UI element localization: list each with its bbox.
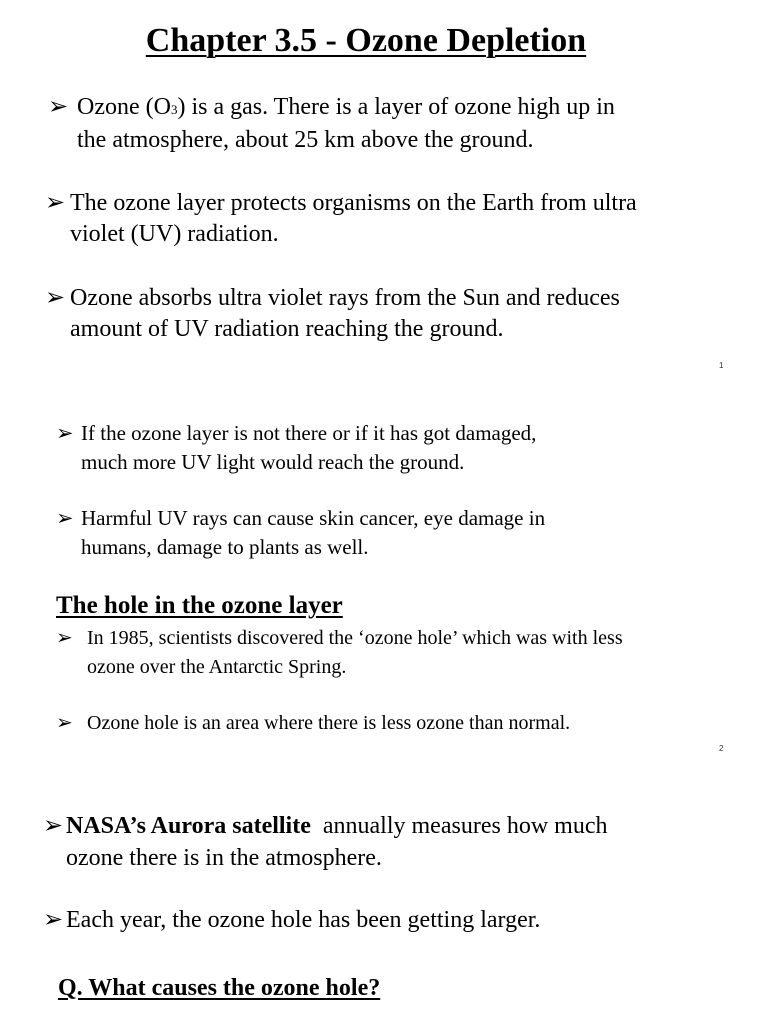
bullet-text	[77, 92, 615, 156]
bullet-text-part: Ozone (O	[77, 94, 171, 120]
bullet-hole-growing	[43, 904, 540, 936]
bullet-ozone-absorbs	[45, 283, 620, 345]
bullet-text	[70, 188, 637, 250]
bullet-arrow-icon: ➢	[48, 94, 69, 120]
bullet-ozone-protects	[45, 188, 637, 250]
page-title: Chapter 3.5 - Ozone Depletion	[145, 22, 587, 59]
bullet-text-line: Ozone absorbs ultra violet rays from the Sun and reduces	[70, 285, 620, 311]
bullet-arrow-icon: ➢	[56, 712, 73, 734]
bullet-text: Each year, the ozone hole has been getting larger.	[66, 907, 541, 933]
bullet-text-line: humans, damage to plants as well.	[81, 535, 369, 559]
bullet-ozone-gas	[48, 92, 615, 156]
bullet-text	[81, 419, 536, 477]
bullet-text: Ozone hole is an area where there is less ozone than normal.	[87, 712, 571, 734]
bullet-text-line: ozone over the Antarctic Spring.	[87, 656, 347, 678]
bullet-harmful-uv	[56, 504, 545, 562]
bullet-text-part: annually measures how much	[310, 813, 608, 839]
bullet-text-line: much more UV light would reach the ground.	[81, 450, 465, 474]
bullet-arrow-icon: ➢	[43, 907, 64, 933]
bullet-text-line: the atmosphere, about 25 km above the ground.	[77, 127, 534, 153]
bullet-text	[66, 810, 607, 874]
bullet-arrow-icon: ➢	[45, 285, 66, 311]
bullet-hole-definition	[56, 709, 570, 738]
bullet-text	[81, 504, 545, 562]
bullet-text	[70, 283, 620, 345]
bullet-text-line: violet (UV) radiation.	[70, 221, 279, 247]
bullet-text-part: ) is a gas. There is a layer of ozone high up in	[177, 94, 615, 120]
bullet-arrow-icon: ➢	[56, 627, 73, 649]
bullet-text-line: If the ozone layer is not there or if it has got damaged,	[81, 421, 537, 445]
bold-text: NASA’s Aurora satellite	[66, 813, 311, 839]
bullet-arrow-icon: ➢	[45, 190, 66, 216]
bullet-text-line: In 1985, scientists discovered the ‘ozone hole’ which was with less	[87, 627, 623, 649]
bullet-arrow-icon: ➢	[43, 813, 64, 839]
page-number: 1	[719, 361, 724, 370]
question-heading: Q. What causes the ozone hole?	[58, 975, 381, 1001]
bullet-text-line: Harmful UV rays can cause skin cancer, eye damage in	[81, 506, 546, 530]
bullet-arrow-icon: ➢	[56, 506, 74, 530]
bullet-text-line: amount of UV radiation reaching the ground.	[70, 316, 504, 342]
bullet-1985-discovery	[56, 624, 623, 682]
subscript-3: 3	[170, 102, 178, 117]
bullet-text	[87, 624, 623, 682]
page-number: 2	[719, 744, 724, 753]
bullet-text-line: ozone there is in the atmosphere.	[66, 845, 382, 871]
bullet-arrow-icon: ➢	[56, 421, 74, 445]
bullet-nasa-aurora	[43, 810, 607, 874]
bullet-text-line: The ozone layer protects organisms on the Earth from ultra	[70, 190, 637, 216]
section-heading: The hole in the ozone layer	[56, 592, 343, 619]
bullet-layer-damaged	[56, 419, 536, 477]
